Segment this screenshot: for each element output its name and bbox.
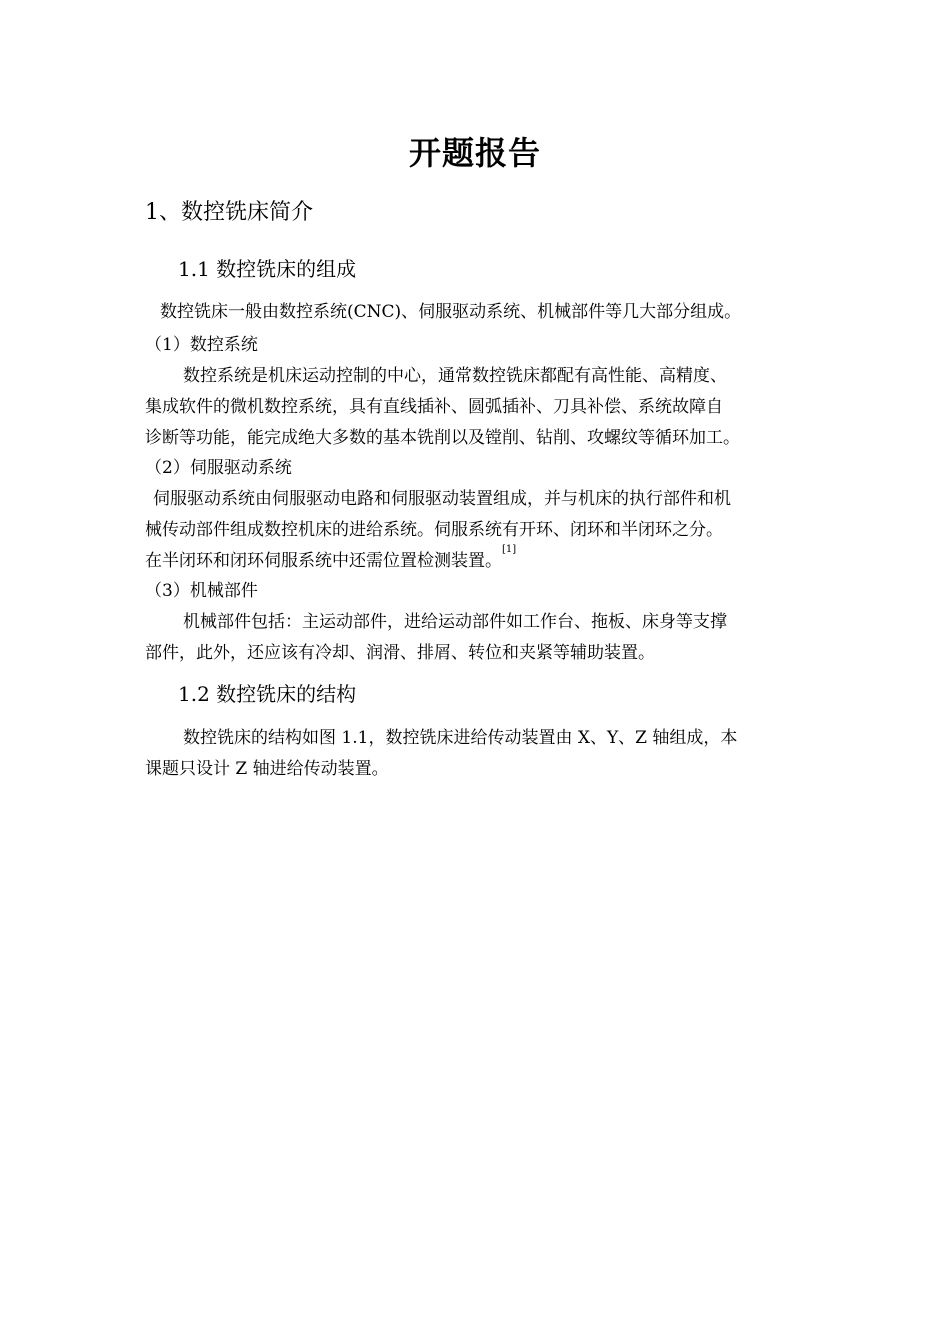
intro-paragraph: 数控铣床一般由数控系统(CNC)、伺服驱动系统、机械部件等几大部分组成。: [160, 302, 742, 322]
paragraph-line: 械传动部件组成数控机床的进给系统。伺服系统有开环、闭环和半闭环之分。: [145, 520, 723, 540]
item-label-servo: （2）伺服驱动系统: [145, 458, 292, 478]
item-label-mechanical: （3）机械部件: [145, 581, 258, 601]
subsection-heading-1-1: 1.1 数控铣床的组成: [178, 257, 357, 281]
subsection-heading-1-2: 1.2 数控铣床的结构: [178, 682, 357, 706]
section-heading-1: 1、数控铣床简介: [145, 200, 313, 225]
paragraph-line: 部件，此外，还应该有冷却、润滑、排屑、转位和夹紧等辅助装置。: [145, 643, 655, 663]
paragraph-line: 诊断等功能，能完成绝大多数的基本铣削以及镗削、钻削、攻螺纹等循环加工。: [145, 428, 740, 448]
paragraph-text: 在半闭环和闭环伺服系统中还需位置检测装置。: [145, 551, 502, 571]
paragraph-line: 数控系统是机床运动控制的中心，通常数控铣床都配有高性能、高精度、: [183, 366, 727, 386]
paragraph-line: 课题只设计 Z 轴进给传动装置。: [145, 759, 389, 779]
paragraph-line: 机械部件包括：主运动部件，进给运动部件如工作台、拖板、床身等支撑: [183, 612, 727, 632]
item-label-cnc: （1）数控系统: [145, 335, 258, 355]
paragraph-line: 伺服驱动系统由伺服驱动电路和伺服驱动装置组成，并与机床的执行部件和机: [153, 489, 731, 509]
document-title: 开题报告: [408, 134, 541, 172]
paragraph-line: 集成软件的微机数控系统，具有直线插补、圆弧插补、刀具补偿、系统故障自: [145, 397, 723, 417]
paragraph-line: 数控铣床的结构如图 1.1，数控铣床进给传动装置由 X、Y、Z 轴组成，本: [183, 728, 738, 748]
paragraph-line-with-citation: [145, 546, 516, 571]
citation-marker: [1]: [502, 544, 517, 555]
